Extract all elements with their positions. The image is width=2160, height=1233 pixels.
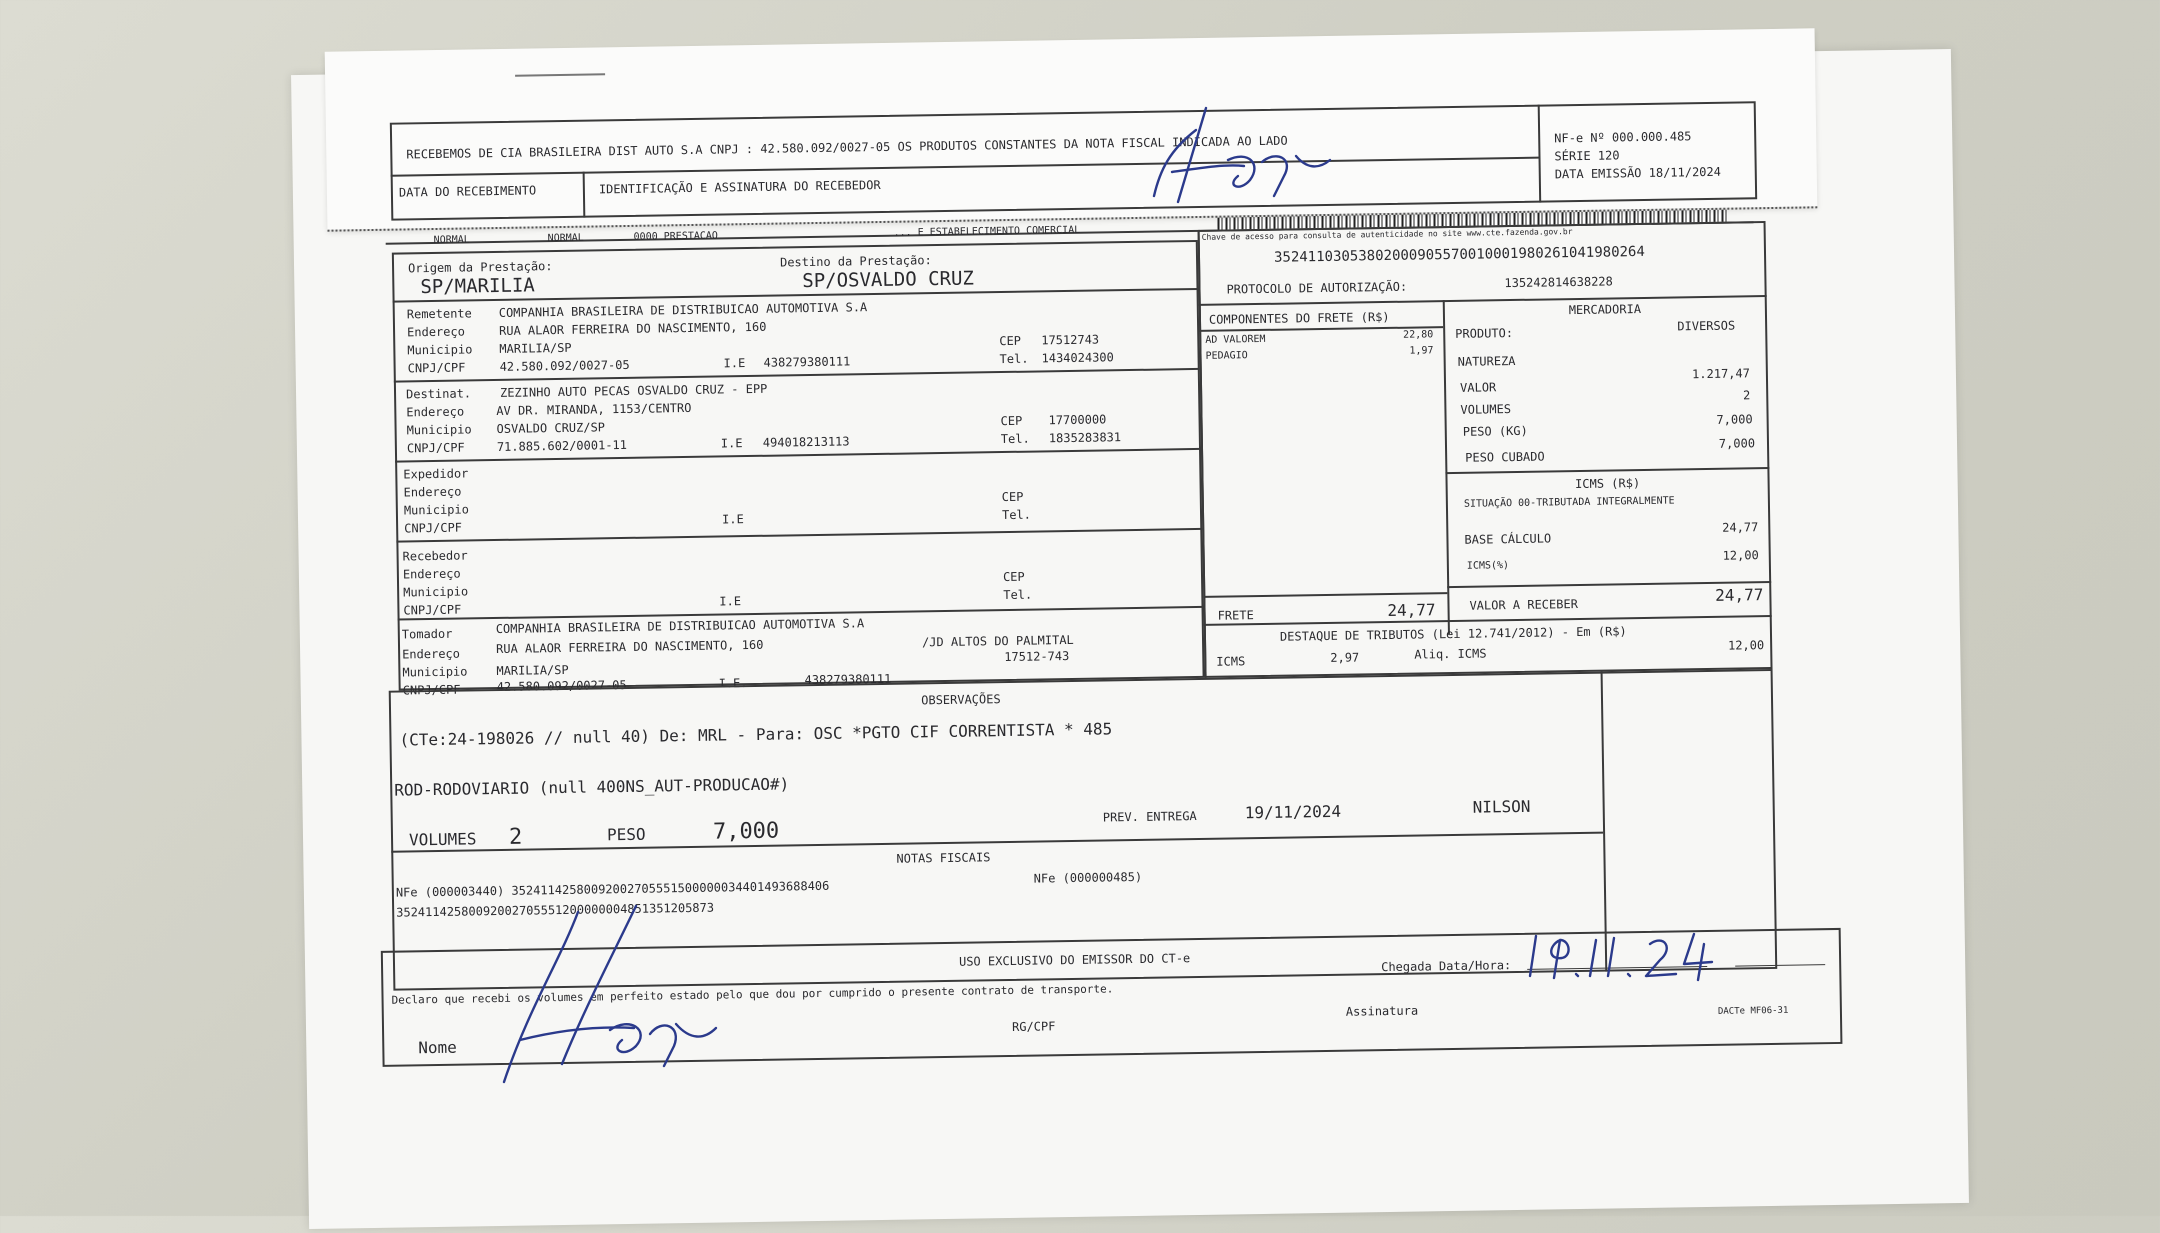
comp-advalorem-label: AD VALOREM xyxy=(1205,333,1266,346)
observacoes-line2: ROD-RODOVIARIO (null 400NS_AUT-PRODUCAO#) xyxy=(394,774,790,800)
remetente-cnpj: 42.580.092/0027-05 xyxy=(499,357,630,374)
recebedor-cep-label: CEP xyxy=(1002,569,1025,585)
remetente-endereco: RUA ALAOR FERREIRA DO NASCIMENTO, 160 xyxy=(498,319,767,338)
destinatario-tel-label: Tel. xyxy=(1000,431,1030,447)
footer-title: USO EXCLUSIVO DO EMISSOR DO CT-e xyxy=(958,951,1191,969)
tomador-cep: 17512-743 xyxy=(1004,649,1070,665)
assinatura-label: Assinatura xyxy=(1345,1003,1419,1019)
expedidor-cnpj-label: CNPJ/CPF xyxy=(404,520,463,536)
recebedor-tel-label: Tel. xyxy=(1003,587,1033,603)
base-calculo-label: BASE CÁLCULO xyxy=(1464,531,1552,547)
protocolo-value: 135242814638228 xyxy=(1504,274,1613,291)
notas-line2: 35241142580092002705551200000004851351205873 xyxy=(396,900,715,920)
natureza-label: NATUREZA xyxy=(1457,353,1516,369)
origem-label: Origem da Prestação: xyxy=(407,259,553,276)
valor-receber-value: 24,77 xyxy=(1715,585,1764,605)
notas-title: NOTAS FISCAIS xyxy=(896,850,991,866)
tributos-aliq-label: Aliq. ICMS xyxy=(1414,646,1487,662)
tomador-mun-label: Municipio xyxy=(402,664,468,680)
remetente-cep: 17512743 xyxy=(1041,332,1100,348)
comp-pedagio-label: PEDAGIO xyxy=(1205,350,1248,362)
footer-signature xyxy=(504,906,716,1082)
peso-value: 7,000 xyxy=(1716,412,1753,427)
remetente-nome: COMPANHIA BRASILEIRA DE DISTRIBUICAO AUTOMOTIVA S.A xyxy=(498,300,868,320)
data-recebimento-label: DATA DO RECEBIMENTO xyxy=(398,183,537,200)
recebedor-ie-label: I.E xyxy=(719,594,742,609)
recebedor-cnpj-label: CNPJ/CPF xyxy=(403,602,462,618)
destinatario-mun-label: Municipio xyxy=(406,422,472,438)
remetente-label: Remetente xyxy=(406,306,472,322)
icms-aliq-label: ICMS(%) xyxy=(1466,560,1510,572)
destinatario-ie-label: I.E xyxy=(720,436,743,451)
notas-nfe2: NFe (000000485) xyxy=(1033,869,1143,886)
destinatario-ie: 494018213113 xyxy=(762,434,850,450)
base-calculo-value: 24,77 xyxy=(1722,520,1759,535)
obs-volumes-label: VOLUMES xyxy=(408,829,477,850)
remetente-cep-label: CEP xyxy=(999,333,1022,349)
origem-value: SP/MARILIA xyxy=(420,274,535,299)
tributos-icms-value: 2,97 xyxy=(1330,650,1360,665)
notas-line1: NFe (000003440) 35241142580092002705551500000034401493688406 xyxy=(395,878,830,900)
modelo-dacte: DACTe MF06-31 xyxy=(1717,1005,1789,1017)
destinatario-endereco: AV DR. MIRANDA, 1153/CENTRO xyxy=(496,400,692,418)
expedidor-label: Expedidor xyxy=(403,466,469,482)
expedidor-tel-label: Tel. xyxy=(1001,507,1032,523)
icms-title: ICMS (R$) xyxy=(1574,476,1641,492)
componentes-title: COMPONENTES DO FRETE (R$) xyxy=(1208,309,1390,327)
destinatario-end-label: Endereço xyxy=(406,404,465,420)
tomador-nome: COMPANHIA BRASILEIRA DE DISTRIBUICAO AUTOMOTIVA S.A xyxy=(495,616,865,637)
remetente-ie: 438279380111 xyxy=(763,354,851,370)
destinatario-nome: ZEZINHO AUTO PECAS OSVALDO CRUZ - EPP xyxy=(499,381,768,400)
remetente-end-label: Endereço xyxy=(406,324,465,340)
expedidor-cep-label: CEP xyxy=(1001,489,1024,505)
rg-label: RG/CPF xyxy=(1011,1019,1056,1034)
destinatario-cnpj-label: CNPJ/CPF xyxy=(406,440,465,456)
produto-value: DIVERSOS xyxy=(1677,318,1736,334)
volumes-label: VOLUMES xyxy=(1460,402,1512,417)
destinatario-cnpj: 71.885.602/0001-11 xyxy=(496,437,628,454)
destinatario-label: Destinat. xyxy=(405,386,472,402)
expedidor-ie-label: I.E xyxy=(721,512,744,527)
valor-receber-label: VALOR A RECEBER xyxy=(1469,597,1578,613)
nome-label: Nome xyxy=(418,1037,458,1058)
remetente-mun-label: Municipio xyxy=(407,342,473,358)
frete-value: 24,77 xyxy=(1387,600,1436,621)
tomador-end-label: Endereço xyxy=(402,646,461,662)
tomador-municipio: MARILIA/SP xyxy=(496,662,569,679)
tomador-ie-label: I.E. xyxy=(718,676,748,691)
remetente-cnpj-label: CNPJ/CPF xyxy=(407,360,466,376)
expedidor-end-label: Endereço xyxy=(403,484,462,500)
produto-label: PRODUTO: xyxy=(1455,326,1514,341)
tributos-icms-label: ICMS xyxy=(1216,654,1246,669)
prev-entrega-value: 19/11/2024 xyxy=(1244,801,1342,823)
tipo-normal-1: NORMAL xyxy=(433,234,470,246)
valor-value: 1.217,47 xyxy=(1691,366,1751,382)
footer-declaro: Declaro que recebi os volumes em perfeito estado pelo que dou por cumprido o presente contrato de transporte. xyxy=(391,982,1114,1007)
destino-value: SP/OSVALDO CRUZ xyxy=(802,267,975,293)
stub-serie: SÉRIE 120 xyxy=(1554,148,1620,164)
observacoes-title: OBSERVAÇÕES xyxy=(921,692,1001,708)
tomador-bairro: /JD ALTOS DO PALMITAL xyxy=(921,632,1074,650)
identificacao-label: IDENTIFICAÇÃO E ASSINATURA DO RECEBEDOR xyxy=(598,177,881,197)
tomador-endereco: RUA ALAOR FERREIRA DO NASCIMENTO, 160 xyxy=(495,637,764,657)
frete-label: FRETE xyxy=(1217,608,1254,623)
chegada-handwritten xyxy=(1530,934,1712,980)
remetente-municipio: MARILIA/SP xyxy=(499,340,572,356)
destinatario-cep-label: CEP xyxy=(1000,413,1023,429)
icms-situacao: SITUAÇÃO 00-TRIBUTADA INTEGRALMENTE xyxy=(1463,495,1675,510)
recebedor-mun-label: Municipio xyxy=(403,584,469,600)
remetente-tel: 1434024300 xyxy=(1041,350,1114,366)
mercadoria-title: MERCADORIA xyxy=(1568,301,1642,318)
stub-signature xyxy=(1154,108,1330,202)
tributos-aliq-value: 12,00 xyxy=(1727,638,1765,653)
destinatario-tel: 1835283831 xyxy=(1048,430,1122,446)
tomador-ie: 438279380111 xyxy=(804,671,892,688)
tomador-label: Tomador xyxy=(401,626,453,642)
tomador-cnpj-label: CNPJ/CPF xyxy=(402,682,461,698)
destino-label: Destino da Prestação: xyxy=(779,253,932,270)
stub-data-emissao: DATA EMISSÃO 18/11/2024 xyxy=(1554,164,1722,182)
observacoes-line1: (CTe:24-198026 // null 40) De: MRL - Para: OSC *PGTO CIF CORRENTISTA * 485 xyxy=(399,719,1113,750)
estabelecimento: ... E ESTABELECIMENTO COMERCIAL xyxy=(893,224,1081,239)
peso-label: PESO (KG) xyxy=(1462,423,1528,439)
obs-volumes-value: 2 xyxy=(508,824,523,850)
tributos-title: DESTAQUE DE TRIBUTOS (Lei 12.741/2012) - Em (R$) xyxy=(1279,624,1627,644)
destinatario-cep: 17700000 xyxy=(1048,412,1107,428)
chave-label: Chave de acesso para consulta de autenticidade no site www.cte.fazenda.gov.br xyxy=(1201,227,1573,242)
expedidor-mun-label: Municipio xyxy=(403,502,470,518)
comp-pedagio-value: 1,97 xyxy=(1409,345,1434,357)
protocolo-label: PROTOCOLO DE AUTORIZAÇÃO: xyxy=(1226,279,1408,297)
chave-acesso: 35241103053802000905570010001980261041980264 xyxy=(1273,243,1645,266)
tipo-normal-2: NORMAL xyxy=(547,232,584,245)
cubado-label: PESO CUBADO xyxy=(1465,449,1545,465)
volumes-value: 2 xyxy=(1742,388,1751,403)
recebedor-end-label: Endereço xyxy=(402,566,461,582)
tipo-servico: 0000 PRESTACAO xyxy=(633,230,718,243)
stub-declaration: RECEBEMOS DE CIA BRASILEIRA DIST AUTO S.A CNPJ : 42.580.092/0027-05 OS PRODUTOS CONSTANTES DA NOTA FISCAL INDICADA AO LADO xyxy=(406,133,1288,162)
cubado-value: 7,000 xyxy=(1718,436,1756,451)
obs-peso-label: PESO xyxy=(606,824,646,845)
chegada-label: Chegada Data/Hora: xyxy=(1381,958,1512,975)
comp-advalorem-value: 22,80 xyxy=(1403,329,1434,341)
remetente-tel-label: Tel. xyxy=(999,351,1029,367)
motorista: NILSON xyxy=(1472,796,1531,817)
remetente-ie-label: I.E xyxy=(723,356,746,371)
tomador-cnpj: 42.580.092/0027-05 xyxy=(496,677,627,695)
recebedor-label: Recebedor xyxy=(402,548,468,564)
stub-nfe-number: NF-e Nº 000.000.485 xyxy=(1554,129,1692,146)
obs-peso-value: 7,000 xyxy=(712,818,780,845)
destinatario-municipio: OSVALDO CRUZ/SP xyxy=(496,420,606,436)
prev-entrega-label: PREV. ENTREGA xyxy=(1102,809,1197,825)
valor-label: VALOR xyxy=(1459,380,1497,395)
icms-aliq-value: 12,00 xyxy=(1722,548,1759,563)
